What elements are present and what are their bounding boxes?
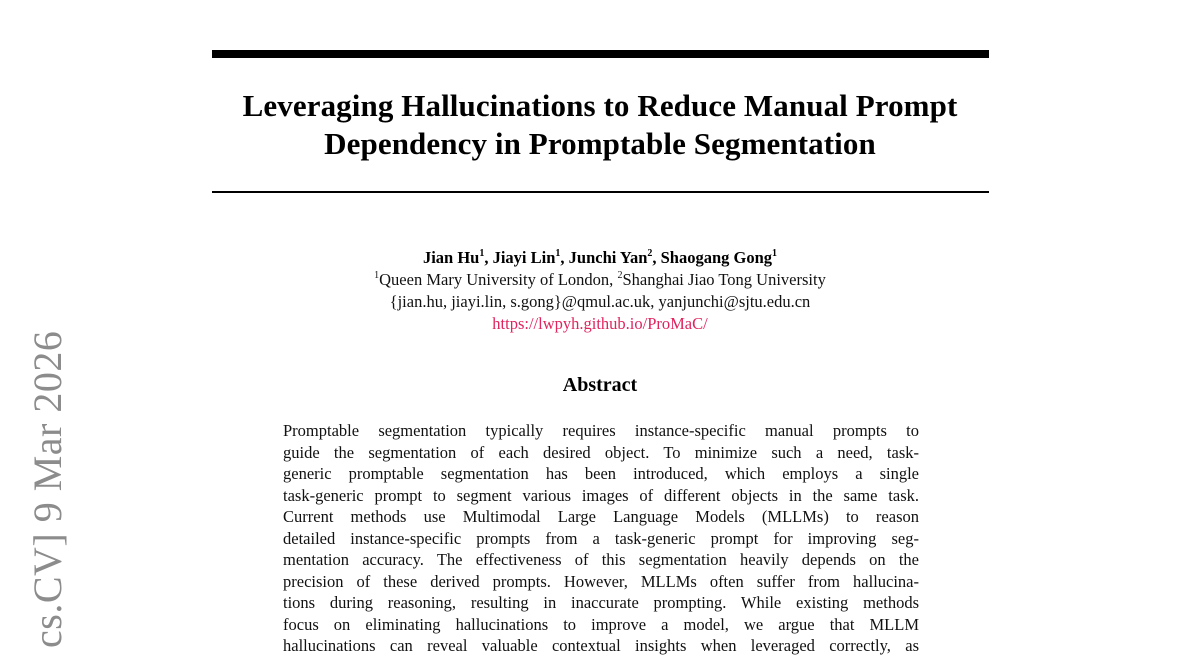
abstract-line: Current methods use Multimodal Large Language Models (MLLMs) to reason	[283, 507, 919, 526]
affiliation-name: Queen Mary University of London,	[379, 270, 618, 289]
abstract-line: detailed instance-specific prompts from a task-generic prompt for improving seg-	[283, 528, 919, 548]
author-list: Jian Hu$^1$, Jiayi Lin$^1$, Junchi Yan$^2$, Shaogang Gong$^1$	[422, 247, 778, 267]
author-affil-sup: 1	[479, 247, 485, 259]
project-page-link[interactable]: https://lwpyh.github.io/ProMaC/	[492, 314, 708, 333]
abstract-line: guide the segmentation of each desired object. To minimize such a need, task-	[283, 442, 919, 462]
affiliations	[200, 269, 1000, 291]
abstract-body	[283, 420, 919, 657]
abstract-line: precision of these derived prompts. However, MLLMs often suffer from hallucina-	[283, 571, 919, 591]
abstract-line: hallucinations can reveal valuable contextual insights when leveraged correctly, as	[283, 636, 919, 655]
author-name: Junchi Yan	[568, 248, 648, 267]
abstract-line: mentation accuracy. The effectiveness of this segmentation heavily depends on the	[283, 550, 919, 569]
abstract-line: task-generic prompt to segment various images of different objects in the same task.	[283, 485, 919, 505]
author-block	[200, 247, 1000, 335]
abstract-line: Promptable segmentation typically requires instance-specific manual prompts to	[283, 421, 919, 440]
title-line-1: Leveraging Hallucinations to Reduce Manual Prompt	[242, 88, 958, 123]
abstract-line: generic promptable segmentation has been introduced, which employs a single	[283, 464, 919, 483]
arxiv-side-stamp: cs.CV] 9 Mar 2026	[25, 330, 70, 648]
title-bottom-rule	[212, 191, 989, 193]
author-affil-sup: 2	[647, 247, 653, 259]
paper-title	[200, 87, 1000, 163]
author-name: Shaogang Gong	[660, 248, 773, 267]
author-affil-sup: 1	[772, 247, 778, 259]
affiliation-sup: 1	[374, 269, 380, 281]
author-affil-sup: 1	[555, 247, 561, 259]
title-line-2: Dependency in Promptable Segmentation	[324, 126, 876, 161]
author-emails: {jian.hu, jiayi.lin, s.gong}@qmul.ac.uk, yanjunchi@sjtu.edu.cn	[389, 292, 811, 311]
abstract-line: focus on eliminating hallucinations to improve a model, we argue that MLLM	[283, 614, 919, 634]
abstract-line: tions during reasoning, resulting in inaccurate prompting. While existing methods	[283, 593, 919, 612]
affiliation-name: Shanghai Jiao Tong University	[622, 270, 826, 289]
affiliation-sup: 2	[617, 269, 623, 281]
author-name: Jiayi Lin	[492, 248, 556, 267]
top-rule	[212, 50, 989, 58]
author-name: Jian Hu	[422, 248, 480, 267]
abstract-heading: Abstract	[562, 374, 638, 396]
